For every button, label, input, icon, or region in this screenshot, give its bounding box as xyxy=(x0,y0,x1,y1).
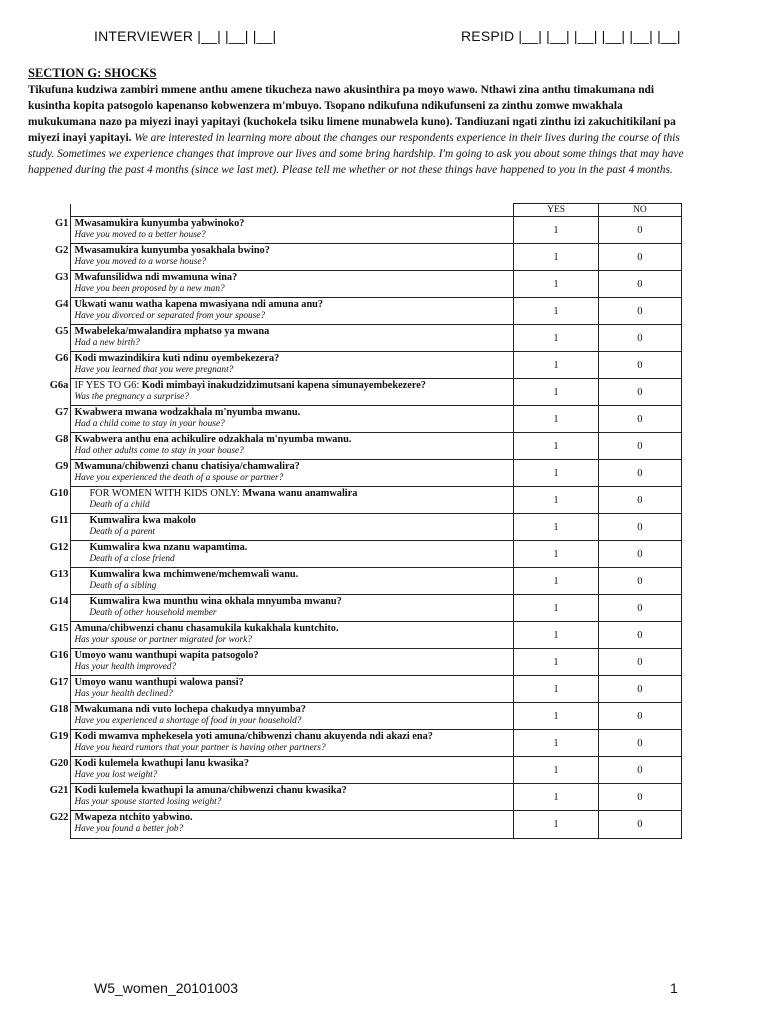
question-cell xyxy=(71,514,514,541)
question-chichewa: Kwabwera anthu ena achikulire odzakhala m'nyumba mwanu. xyxy=(74,434,352,445)
table-row xyxy=(28,217,682,244)
question-cell xyxy=(71,676,514,703)
question-chichewa: Mwafunsilidwa ndi mwamuna wina? xyxy=(74,272,238,283)
no-column-header: NO xyxy=(598,204,681,217)
question-code: G17 xyxy=(49,676,69,688)
no-answer-code[interactable]: 0 xyxy=(598,514,681,541)
table-row xyxy=(28,811,682,839)
page-number: 1 xyxy=(670,980,678,996)
question-cell xyxy=(71,622,514,649)
question-cell xyxy=(71,811,514,839)
question-instruction: FOR WOMEN WITH KIDS ONLY: xyxy=(89,488,243,499)
question-code: G21 xyxy=(49,784,69,796)
question-english: Have you experienced a shortage of food in your household? xyxy=(74,716,302,726)
table-row xyxy=(28,514,682,541)
question-chichewa: Kumwalira kwa makolo xyxy=(89,515,196,526)
question-code: G2 xyxy=(55,244,69,256)
question-chichewa: Kodi kulemela kwathupi lanu kwasika? xyxy=(74,758,249,769)
question-cell xyxy=(71,730,514,757)
question-text-line xyxy=(74,380,513,392)
question-code: G8 xyxy=(55,433,69,445)
file-label: W5_women_20101003 xyxy=(94,980,238,996)
question-code: G5 xyxy=(55,325,69,337)
question-english: Death of a child xyxy=(89,500,150,510)
yes-answer-code[interactable]: 1 xyxy=(514,784,598,811)
question-cell xyxy=(71,487,514,514)
section-intro xyxy=(28,82,688,178)
table-row xyxy=(28,244,682,271)
yes-answer-code[interactable]: 1 xyxy=(514,757,598,784)
question-english: Was the pregnancy a surprise? xyxy=(74,392,189,402)
question-chichewa: Mwasamukira kunyumba yosakhala bwino? xyxy=(74,245,270,256)
table-row xyxy=(28,379,682,406)
table-row xyxy=(28,298,682,325)
question-cell xyxy=(71,406,514,433)
question-text-line xyxy=(74,812,513,824)
question-code: G16 xyxy=(49,649,69,661)
question-cell xyxy=(71,271,514,298)
question-rows xyxy=(28,217,682,839)
question-text-line xyxy=(74,299,513,311)
yes-answer-code[interactable]: 1 xyxy=(514,541,598,568)
question-english: Had a new birth? xyxy=(74,338,140,348)
question-text-line xyxy=(74,569,513,581)
no-answer-code[interactable]: 0 xyxy=(598,487,681,514)
interviewer-id-field: INTERVIEWER |__| |__| |__| xyxy=(94,28,277,44)
question-text-line xyxy=(74,407,513,419)
no-answer-code[interactable]: 0 xyxy=(598,649,681,676)
question-cell xyxy=(71,325,514,352)
question-english: Have you learned that you were pregnant? xyxy=(74,365,234,375)
question-chichewa: Kodi mwazindikira kuti ndinu oyembekezera? xyxy=(74,353,280,364)
table-row xyxy=(28,325,682,352)
table-row xyxy=(28,541,682,568)
question-code: G10 xyxy=(49,487,69,499)
table-row xyxy=(28,406,682,433)
respondent-id-field: RESPID |__| |__| |__| |__| |__| |__| xyxy=(461,28,681,44)
question-code: G7 xyxy=(55,406,69,418)
table-row xyxy=(28,271,682,298)
yes-column-header: YES xyxy=(514,204,598,217)
question-cell xyxy=(71,460,514,487)
yes-answer-code[interactable]: 1 xyxy=(514,811,598,839)
question-english: Has your health improved? xyxy=(74,662,177,672)
question-text-line xyxy=(74,353,513,365)
yes-answer-code[interactable]: 1 xyxy=(514,217,598,244)
question-text-line xyxy=(74,488,513,500)
question-text-line xyxy=(74,596,513,608)
yes-answer-code[interactable]: 1 xyxy=(514,676,598,703)
section-title: SECTION G: SHOCKS xyxy=(28,66,157,80)
question-text-line xyxy=(74,515,513,527)
question-cell xyxy=(71,784,514,811)
question-code: G15 xyxy=(49,622,69,634)
question-text-line xyxy=(74,326,513,338)
question-cell xyxy=(71,757,514,784)
no-answer-code[interactable]: 0 xyxy=(598,244,681,271)
question-english: Have you heard rumors that your partner is having other partners? xyxy=(74,743,326,753)
question-english: Had other adults come to stay in your house? xyxy=(74,446,244,456)
no-answer-code[interactable]: 0 xyxy=(598,730,681,757)
table-row xyxy=(28,352,682,379)
question-code: G12 xyxy=(49,541,69,553)
question-english: Death of a sibling xyxy=(89,581,157,591)
yes-answer-code[interactable]: 1 xyxy=(514,487,598,514)
question-chichewa: Mwasamukira kunyumba yabwinoko? xyxy=(74,218,245,229)
question-cell xyxy=(71,217,514,244)
question-cell xyxy=(71,298,514,325)
question-chichewa: Kumwalira kwa nzanu wapamtima. xyxy=(89,542,248,553)
question-chichewa: Kodi mwamva mphekesela yoti amuna/chibwenzi chanu akuyenda ndi akazi ena? xyxy=(74,731,433,742)
question-chichewa: Amuna/chibwenzi chanu chasamukila kukakhala kuntchito. xyxy=(74,623,339,634)
question-english: Have you found a better job? xyxy=(74,824,184,834)
no-answer-code[interactable]: 0 xyxy=(598,406,681,433)
intro-english: We are interested in learning more about the changes our respondents experience in their lives during the course of this study. Sometimes we experience changes that improve our lives and some bring hardship. I'm going to ask you about some things that may have happened during the past 4 months (since we last met). Please tell me whether or not these things have happened to you in the past 4 months. xyxy=(28,132,684,176)
table-row xyxy=(28,568,682,595)
question-chichewa: Kumwalira kwa mchimwene/mchemwali wanu. xyxy=(89,569,299,580)
no-answer-code[interactable]: 0 xyxy=(598,217,681,244)
table-row xyxy=(28,649,682,676)
table-row xyxy=(28,676,682,703)
no-answer-code[interactable]: 0 xyxy=(598,460,681,487)
question-english: Had a child come to stay in your house? xyxy=(74,419,225,429)
question-text-line xyxy=(74,650,513,662)
table-row xyxy=(28,433,682,460)
question-instruction: IF YES TO G6: xyxy=(74,380,142,391)
yes-answer-code[interactable]: 1 xyxy=(514,298,598,325)
question-text-line xyxy=(74,218,513,230)
question-chichewa: Kwabwera mwana wodzakhala m'nyumba mwanu. xyxy=(74,407,301,418)
no-answer-code[interactable]: 0 xyxy=(598,352,681,379)
yes-answer-code[interactable]: 1 xyxy=(514,703,598,730)
question-code: G1 xyxy=(55,217,69,229)
question-cell xyxy=(71,568,514,595)
question-chichewa: Kumwalira kwa munthu wina okhala mnyumba mwanu? xyxy=(89,596,342,607)
no-answer-code[interactable]: 0 xyxy=(598,568,681,595)
table-row xyxy=(28,784,682,811)
question-code: G11 xyxy=(50,514,69,526)
no-answer-code[interactable]: 0 xyxy=(598,811,681,839)
question-text-line xyxy=(74,677,513,689)
question-chichewa: Mwana wanu anamwalira xyxy=(242,488,358,499)
question-english: Have you moved to a better house? xyxy=(74,230,206,240)
question-english: Have you divorced or separated from your spouse? xyxy=(74,311,266,321)
yes-answer-code[interactable]: 1 xyxy=(514,622,598,649)
question-chichewa: Ukwati wanu watha kapena mwasiyana ndi amuna anu? xyxy=(74,299,324,310)
question-cell xyxy=(71,433,514,460)
table-row xyxy=(28,595,682,622)
question-chichewa: Umoyo wanu wanthupi walowa pansi? xyxy=(74,677,244,688)
question-code: G6a xyxy=(49,379,69,391)
table-row xyxy=(28,730,682,757)
question-text-line xyxy=(74,704,513,716)
question-text-line xyxy=(74,272,513,284)
question-chichewa: Mwakumana ndi vuto lochepa chakudya mnyumba? xyxy=(74,704,306,715)
question-english: Have you experienced the death of a spouse or partner? xyxy=(74,473,284,483)
question-text-line xyxy=(74,731,513,743)
question-code: G19 xyxy=(49,730,69,742)
question-chichewa: Mwamuna/chibwenzi chanu chatisiya/chamwalira? xyxy=(74,461,300,472)
question-cell xyxy=(71,244,514,271)
no-answer-code[interactable]: 0 xyxy=(598,703,681,730)
question-chichewa: Kodi kulemela kwathupi la amuna/chibwenzi chanu kwasika? xyxy=(74,785,347,796)
table-row xyxy=(28,703,682,730)
question-english: Have you moved to a worse house? xyxy=(74,257,207,267)
question-cell xyxy=(71,595,514,622)
question-code: G6 xyxy=(55,352,69,364)
question-english: Death of other household member xyxy=(89,608,217,618)
question-code: G18 xyxy=(49,703,69,715)
table-header-row xyxy=(28,204,682,217)
no-answer-code[interactable]: 0 xyxy=(598,541,681,568)
no-answer-code[interactable]: 0 xyxy=(598,379,681,406)
yes-answer-code[interactable]: 1 xyxy=(514,568,598,595)
question-code: G20 xyxy=(49,757,69,769)
question-english: Has your spouse or partner migrated for work? xyxy=(74,635,252,645)
no-answer-code[interactable]: 0 xyxy=(598,676,681,703)
question-cell xyxy=(71,703,514,730)
no-answer-code[interactable]: 0 xyxy=(598,595,681,622)
question-code: G3 xyxy=(55,271,69,283)
table-row xyxy=(28,460,682,487)
yes-answer-code[interactable]: 1 xyxy=(514,595,598,622)
yes-answer-code[interactable]: 1 xyxy=(514,406,598,433)
table-row xyxy=(28,757,682,784)
question-text-line xyxy=(74,461,513,473)
no-answer-code[interactable]: 0 xyxy=(598,298,681,325)
yes-answer-code[interactable]: 1 xyxy=(514,244,598,271)
question-chichewa: Kodi mimbayi inakudzidzimutsani kapena simunayembekezere? xyxy=(141,380,426,391)
question-code: G14 xyxy=(49,595,69,607)
question-english: Death of a parent xyxy=(89,527,155,537)
question-cell xyxy=(71,379,514,406)
no-answer-code[interactable]: 0 xyxy=(598,784,681,811)
question-code: G13 xyxy=(49,568,69,580)
question-text-line xyxy=(74,785,513,797)
no-answer-code[interactable]: 0 xyxy=(598,271,681,298)
question-english: Death of a close friend xyxy=(89,554,175,564)
question-text-line xyxy=(74,758,513,770)
question-cell xyxy=(71,541,514,568)
yes-answer-code[interactable]: 1 xyxy=(514,325,598,352)
no-answer-code[interactable]: 0 xyxy=(598,433,681,460)
question-cell xyxy=(71,352,514,379)
question-english: Has your health declined? xyxy=(74,689,173,699)
yes-answer-code[interactable]: 1 xyxy=(514,271,598,298)
yes-answer-code[interactable]: 1 xyxy=(514,514,598,541)
yes-answer-code[interactable]: 1 xyxy=(514,379,598,406)
question-english: Have you been proposed by a new man? xyxy=(74,284,225,294)
question-text-line xyxy=(74,245,513,257)
yes-answer-code[interactable]: 1 xyxy=(514,460,598,487)
table-row xyxy=(28,487,682,514)
question-english: Has your spouse started losing weight? xyxy=(74,797,222,807)
no-answer-code[interactable]: 0 xyxy=(598,622,681,649)
question-text-line xyxy=(74,434,513,446)
question-code: G22 xyxy=(49,811,69,823)
no-answer-code[interactable]: 0 xyxy=(598,325,681,352)
question-code: G9 xyxy=(55,460,69,472)
question-text-line xyxy=(74,623,513,635)
question-chichewa: Mwabeleka/mwalandira mphatso ya mwana xyxy=(74,326,270,337)
question-chichewa: Mwapeza ntchito yabwino. xyxy=(74,812,193,823)
question-code: G4 xyxy=(55,298,69,310)
yes-answer-code[interactable]: 1 xyxy=(514,433,598,460)
question-chichewa: Umoyo wanu wanthupi wapita patsogolo? xyxy=(74,650,259,661)
yes-answer-code[interactable]: 1 xyxy=(514,730,598,757)
table-row xyxy=(28,622,682,649)
no-answer-code[interactable]: 0 xyxy=(598,757,681,784)
question-cell xyxy=(71,649,514,676)
yes-answer-code[interactable]: 1 xyxy=(514,352,598,379)
shocks-table xyxy=(28,203,682,839)
intro-chichewa: Tikufuna kudziwa zambiri mmene anthu amene tikucheza nawo akusinthira pa moyo wawo. Nthawi zina anthu timakumana ndi kusintha kopita patsogolo kapenanso kobwenzera m'mbuyo. Tsopano ndikufuna ndikufunseni za zinthu zomwe mwakhala mukukumana nazo pa miyezi inayi yapitayi (kuchokela tsiku limene munabwela kuno). Tandiuzani ngati zinthu izi zakuchitikilani pa miyezi inayi yapitayi. xyxy=(28,84,676,144)
question-english: Have you lost weight? xyxy=(74,770,158,780)
question-text-line xyxy=(74,542,513,554)
yes-answer-code[interactable]: 1 xyxy=(514,649,598,676)
